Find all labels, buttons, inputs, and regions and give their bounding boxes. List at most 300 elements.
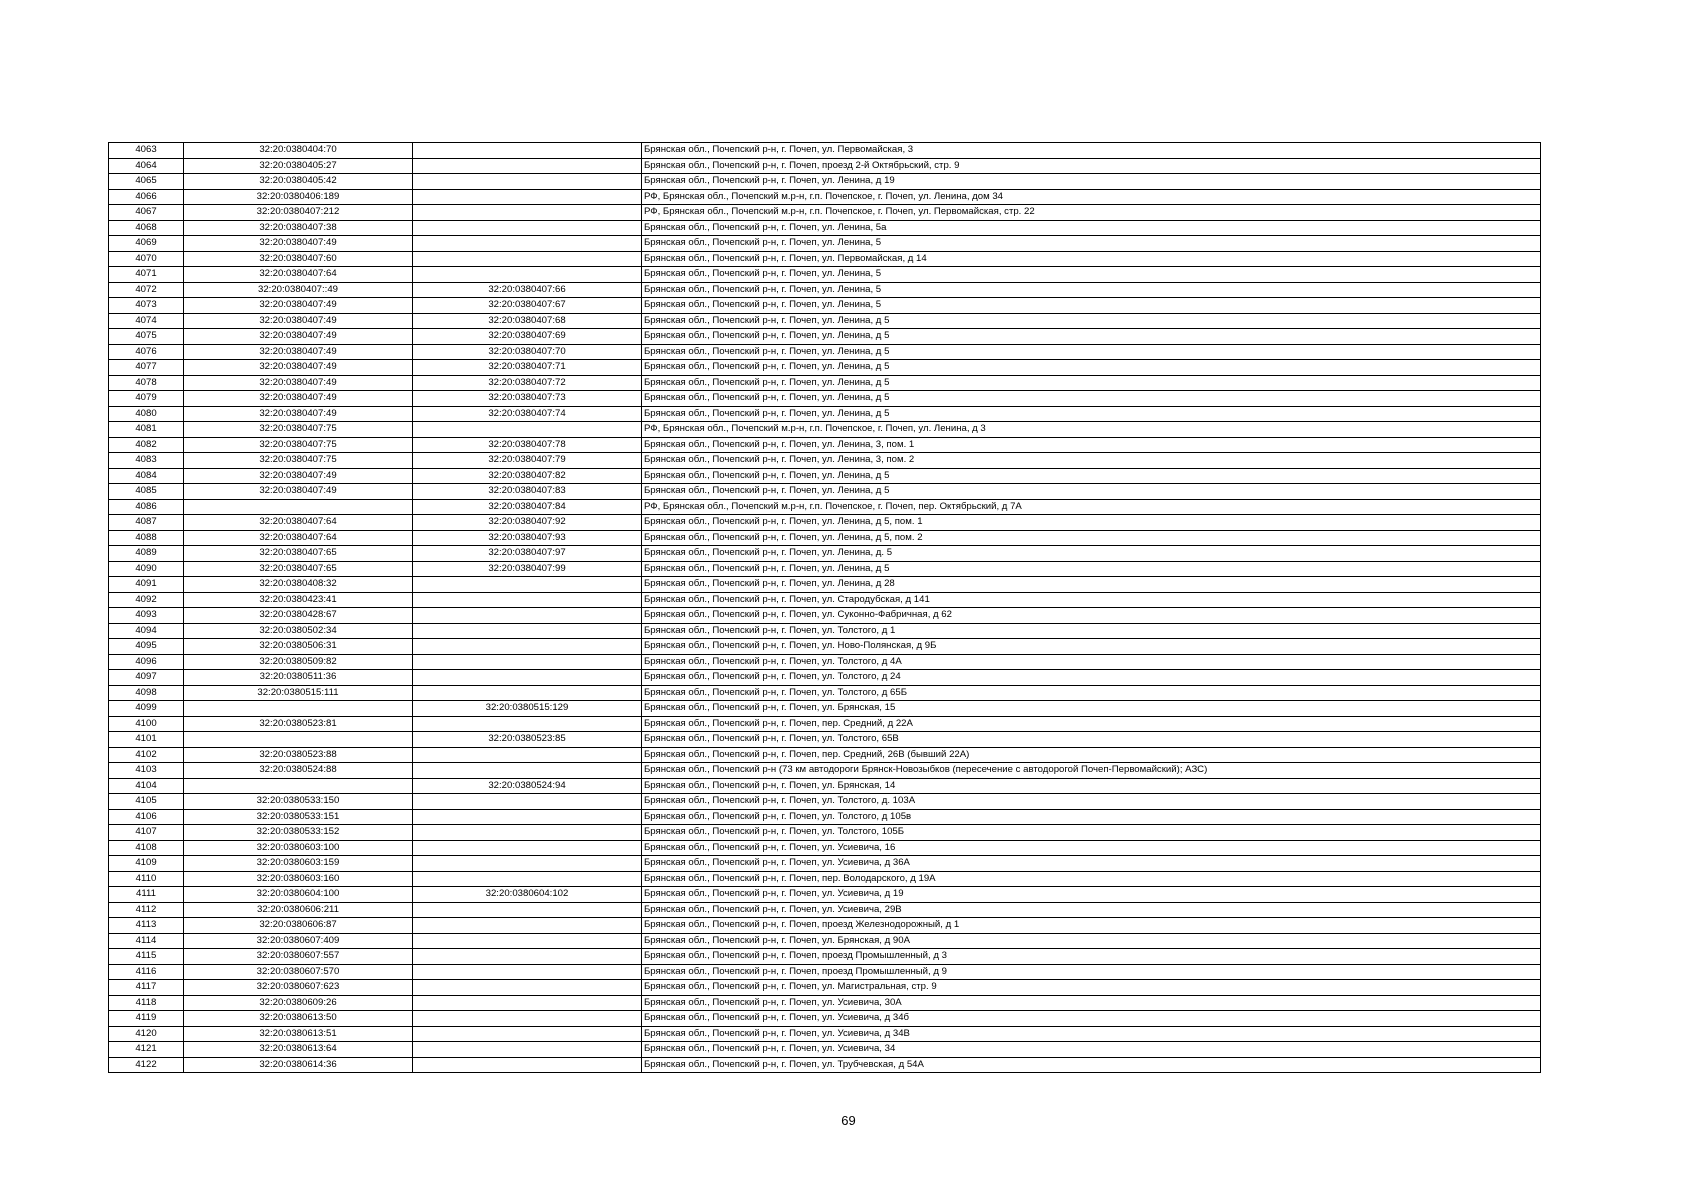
- row-number-cell: 4064: [109, 158, 184, 174]
- included-object-cell: 32:20:0380407:82: [413, 468, 642, 484]
- address-cell: Брянская обл., Почепский р-н, г. Почеп, ул. Толстого, д. 103А: [642, 794, 1541, 810]
- address-cell: Брянская обл., Почепский р-н, г. Почеп, ул. Ленина, д 5, пом. 2: [642, 530, 1541, 546]
- row-number-cell: 4085: [109, 484, 184, 500]
- address-cell: Брянская обл., Почепский р-н, г. Почеп, ул. Усиевича, 30А: [642, 995, 1541, 1011]
- table-row: [109, 670, 1541, 686]
- included-object-cell: 32:20:0380523:85: [413, 732, 642, 748]
- cadastral-number-cell: 32:20:0380406:189: [184, 189, 413, 205]
- address-cell: Брянская обл., Почепский р-н, г. Почеп, ул. Толстого, д 105в: [642, 809, 1541, 825]
- row-number-cell: 4118: [109, 995, 184, 1011]
- address-cell: Брянская обл., Почепский р-н, г. Почеп, проезд Промышленный, д 3: [642, 949, 1541, 965]
- table-row: [109, 577, 1541, 593]
- address-cell: Брянская обл., Почепский р-н, г. Почеп, ул. Ленина, 3, пом. 1: [642, 437, 1541, 453]
- row-number-cell: 4084: [109, 468, 184, 484]
- included-object-cell: 32:20:0380407:67: [413, 298, 642, 314]
- address-cell: Брянская обл., Почепский р-н, г. Почеп, ул. Ленина, д 5: [642, 329, 1541, 345]
- table-row: [109, 794, 1541, 810]
- table-row: [109, 1042, 1541, 1058]
- address-cell: Брянская обл., Почепский р-н, г. Почеп, ул. Толстого, д 24: [642, 670, 1541, 686]
- address-cell: Брянская обл., Почепский р-н, г. Почеп, ул. Ленина, д 5: [642, 406, 1541, 422]
- row-number-cell: 4083: [109, 453, 184, 469]
- cadastral-number-cell: 32:20:0380407:49: [184, 313, 413, 329]
- row-number-cell: 4070: [109, 251, 184, 267]
- row-number-cell: 4116: [109, 964, 184, 980]
- cadastral-number-cell: 32:20:0380405:27: [184, 158, 413, 174]
- cadastral-number-cell: 32:20:0380407::49: [184, 282, 413, 298]
- table-row: [109, 747, 1541, 763]
- included-object-cell: 32:20:0380407:66: [413, 282, 642, 298]
- included-object-cell: 32:20:0380407:84: [413, 499, 642, 515]
- cadastral-number-cell: 32:20:0380502:34: [184, 623, 413, 639]
- address-cell: Брянская обл., Почепский р-н, г. Почеп, ул. Брянская, д 90А: [642, 933, 1541, 949]
- cadastral-number-cell: 32:20:0380603:159: [184, 856, 413, 872]
- row-number-cell: 4089: [109, 546, 184, 562]
- table-row: [109, 840, 1541, 856]
- row-number-cell: 4106: [109, 809, 184, 825]
- table-row: [109, 592, 1541, 608]
- table-row: [109, 189, 1541, 205]
- address-cell: Брянская обл., Почепский р-н, г. Почеп, ул. Магистральная, стр. 9: [642, 980, 1541, 996]
- row-number-cell: 4101: [109, 732, 184, 748]
- address-cell: РФ, Брянская обл., Почепский м.р-н, г.п. Почепское, г. Почеп, ул. Первомайская, стр. 22: [642, 205, 1541, 221]
- cadastral-number-cell: 32:20:0380407:49: [184, 406, 413, 422]
- included-object-cell: 32:20:0380407:99: [413, 561, 642, 577]
- address-cell: Брянская обл., Почепский р-н, г. Почеп, ул. Усиевича, 16: [642, 840, 1541, 856]
- address-cell: Брянская обл., Почепский р-н, г. Почеп, ул. Усиевича, д 34В: [642, 1026, 1541, 1042]
- cadastral-number-cell: [184, 778, 413, 794]
- row-number-cell: 4097: [109, 670, 184, 686]
- included-object-cell: 32:20:0380407:68: [413, 313, 642, 329]
- cadastral-number-cell: 32:20:0380606:87: [184, 918, 413, 934]
- table-row: [109, 313, 1541, 329]
- included-object-cell: [413, 716, 642, 732]
- table-row: [109, 933, 1541, 949]
- included-object-cell: [413, 205, 642, 221]
- table-row: [109, 205, 1541, 221]
- cadastral-number-cell: 32:20:0380533:150: [184, 794, 413, 810]
- address-cell: Брянская обл., Почепский р-н, г. Почеп, пер. Володарского, д 19А: [642, 871, 1541, 887]
- table-row: [109, 561, 1541, 577]
- table-row: [109, 546, 1541, 562]
- row-number-cell: 4090: [109, 561, 184, 577]
- address-cell: Брянская обл., Почепский р-н, г. Почеп, ул. Ленина, д 5: [642, 484, 1541, 500]
- cadastral-number-cell: 32:20:0380407:64: [184, 267, 413, 283]
- table-row: [109, 887, 1541, 903]
- cadastral-number-cell: 32:20:0380524:88: [184, 763, 413, 779]
- page-number: 69: [841, 1113, 856, 1128]
- included-object-cell: 32:20:0380407:83: [413, 484, 642, 500]
- address-cell: Брянская обл., Почепский р-н, г. Почеп, ул. Стародубская, д 141: [642, 592, 1541, 608]
- included-object-cell: [413, 1011, 642, 1027]
- registry-table-body: [109, 143, 1541, 1073]
- address-cell: Брянская обл., Почепский р-н, г. Почеп, ул. Ленина, д 28: [642, 577, 1541, 593]
- address-cell: Брянская обл., Почепский р-н, г. Почеп, ул. Ленина, 5: [642, 282, 1541, 298]
- table-row: [109, 825, 1541, 841]
- row-number-cell: 4071: [109, 267, 184, 283]
- row-number-cell: 4108: [109, 840, 184, 856]
- address-cell: Брянская обл., Почепский р-н, г. Почеп, ул. Толстого, 65В: [642, 732, 1541, 748]
- cadastral-number-cell: 32:20:0380533:152: [184, 825, 413, 841]
- row-number-cell: 4119: [109, 1011, 184, 1027]
- cadastral-number-cell: 32:20:0380407:75: [184, 422, 413, 438]
- included-object-cell: [413, 422, 642, 438]
- included-object-cell: [413, 871, 642, 887]
- cadastral-number-cell: 32:20:0380428:67: [184, 608, 413, 624]
- row-number-cell: 4067: [109, 205, 184, 221]
- address-cell: Брянская обл., Почепский р-н, г. Почеп, ул. Ленина, д 5: [642, 313, 1541, 329]
- address-cell: Брянская обл., Почепский р-н, г. Почеп, ул. Ленина, д 5: [642, 344, 1541, 360]
- row-number-cell: 4082: [109, 437, 184, 453]
- address-cell: Брянская обл., Почепский р-н, г. Почеп, ул. Толстого, д 1: [642, 623, 1541, 639]
- table-row: [109, 949, 1541, 965]
- included-object-cell: [413, 189, 642, 205]
- row-number-cell: 4117: [109, 980, 184, 996]
- included-object-cell: 32:20:0380515:129: [413, 701, 642, 717]
- table-row: [109, 654, 1541, 670]
- table-row: [109, 732, 1541, 748]
- table-row: [109, 391, 1541, 407]
- table-row: [109, 220, 1541, 236]
- table-row: [109, 902, 1541, 918]
- table-row: [109, 778, 1541, 794]
- row-number-cell: 4086: [109, 499, 184, 515]
- included-object-cell: [413, 639, 642, 655]
- table-row: [109, 964, 1541, 980]
- address-cell: Брянская обл., Почепский р-н, г. Почеп, ул. Ленина, 3, пом. 2: [642, 453, 1541, 469]
- table-row: [109, 608, 1541, 624]
- row-number-cell: 4075: [109, 329, 184, 345]
- table-row: [109, 515, 1541, 531]
- cadastral-number-cell: 32:20:0380515:111: [184, 685, 413, 701]
- cadastral-number-cell: 32:20:0380509:82: [184, 654, 413, 670]
- cadastral-number-cell: 32:20:0380407:65: [184, 546, 413, 562]
- cadastral-number-cell: 32:20:0380533:151: [184, 809, 413, 825]
- cadastral-number-cell: 32:20:0380407:64: [184, 515, 413, 531]
- row-number-cell: 4121: [109, 1042, 184, 1058]
- cadastral-number-cell: 32:20:0380609:26: [184, 995, 413, 1011]
- address-cell: Брянская обл., Почепский р-н, г. Почеп, ул. Первомайская, 3: [642, 143, 1541, 159]
- table-row: [109, 406, 1541, 422]
- address-cell: Брянская обл., Почепский р-н, г. Почеп, ул. Ленина, д 5, пом. 1: [642, 515, 1541, 531]
- table-row: [109, 282, 1541, 298]
- cadastral-number-cell: 32:20:0380407:49: [184, 236, 413, 252]
- row-number-cell: 4072: [109, 282, 184, 298]
- row-number-cell: 4111: [109, 887, 184, 903]
- cadastral-number-cell: 32:20:0380606:211: [184, 902, 413, 918]
- cadastral-number-cell: 32:20:0380607:409: [184, 933, 413, 949]
- cadastral-number-cell: 32:20:0380523:88: [184, 747, 413, 763]
- address-cell: Брянская обл., Почепский р-н, г. Почеп, ул. Ленина, 5а: [642, 220, 1541, 236]
- table-row: [109, 251, 1541, 267]
- cadastral-number-cell: 32:20:0380407:49: [184, 468, 413, 484]
- table-row: [109, 639, 1541, 655]
- address-cell: Брянская обл., Почепский р-н, г. Почеп, проезд Железнодорожный, д 1: [642, 918, 1541, 934]
- cadastral-number-cell: 32:20:0380404:70: [184, 143, 413, 159]
- included-object-cell: 32:20:0380604:102: [413, 887, 642, 903]
- cadastral-number-cell: 32:20:0380604:100: [184, 887, 413, 903]
- row-number-cell: 4087: [109, 515, 184, 531]
- table-row: [109, 1026, 1541, 1042]
- row-number-cell: 4113: [109, 918, 184, 934]
- address-cell: Брянская обл., Почепский р-н (73 км автодороги Брянск-Новозыбков (пересечение с автодорогой Почеп-Первомайский); АЗС): [642, 763, 1541, 779]
- table-row: [109, 918, 1541, 934]
- row-number-cell: 4110: [109, 871, 184, 887]
- address-cell: Брянская обл., Почепский р-н, г. Почеп, проезд 2-й Октябрьский, стр. 9: [642, 158, 1541, 174]
- included-object-cell: [413, 918, 642, 934]
- included-object-cell: [413, 856, 642, 872]
- row-number-cell: 4065: [109, 174, 184, 190]
- row-number-cell: 4074: [109, 313, 184, 329]
- included-object-cell: 32:20:0380407:97: [413, 546, 642, 562]
- cadastral-number-cell: 32:20:0380407:60: [184, 251, 413, 267]
- table-row: [109, 871, 1541, 887]
- cadastral-number-cell: 32:20:0380407:49: [184, 298, 413, 314]
- row-number-cell: 4115: [109, 949, 184, 965]
- row-number-cell: 4103: [109, 763, 184, 779]
- included-object-cell: [413, 577, 642, 593]
- cadastral-number-cell: 32:20:0380614:36: [184, 1057, 413, 1073]
- included-object-cell: [413, 809, 642, 825]
- row-number-cell: 4078: [109, 375, 184, 391]
- included-object-cell: 32:20:0380407:78: [413, 437, 642, 453]
- cadastral-number-cell: 32:20:0380407:49: [184, 360, 413, 376]
- address-cell: РФ, Брянская обл., Почепский м.р-н, г.п. Почепское, г. Почеп, пер. Октябрьский, д 7А: [642, 499, 1541, 515]
- included-object-cell: [413, 1042, 642, 1058]
- table-row: [109, 329, 1541, 345]
- table-row: [109, 143, 1541, 159]
- address-cell: Брянская обл., Почепский р-н, г. Почеп, ул. Усиевича, 34: [642, 1042, 1541, 1058]
- table-row: [109, 298, 1541, 314]
- included-object-cell: [413, 902, 642, 918]
- cadastral-number-cell: 32:20:0380407:49: [184, 484, 413, 500]
- address-cell: Брянская обл., Почепский р-н, г. Почеп, ул. Ленина, д 19: [642, 174, 1541, 190]
- row-number-cell: 4063: [109, 143, 184, 159]
- table-row: [109, 763, 1541, 779]
- table-row: [109, 267, 1541, 283]
- row-number-cell: 4066: [109, 189, 184, 205]
- included-object-cell: [413, 623, 642, 639]
- address-cell: Брянская обл., Почепский р-н, г. Почеп, ул. Толстого, 105Б: [642, 825, 1541, 841]
- table-row: [109, 809, 1541, 825]
- row-number-cell: 4094: [109, 623, 184, 639]
- cadastral-number-cell: [184, 499, 413, 515]
- row-number-cell: 4080: [109, 406, 184, 422]
- included-object-cell: 32:20:0380407:72: [413, 375, 642, 391]
- address-cell: Брянская обл., Почепский р-н, г. Почеп, ул. Ленина, д 5: [642, 360, 1541, 376]
- included-object-cell: 32:20:0380407:73: [413, 391, 642, 407]
- included-object-cell: [413, 174, 642, 190]
- cadastral-number-cell: 32:20:0380405:42: [184, 174, 413, 190]
- included-object-cell: [413, 143, 642, 159]
- address-cell: Брянская обл., Почепский р-н, г. Почеп, ул. Ново-Полянская, д 9Б: [642, 639, 1541, 655]
- row-number-cell: 4069: [109, 236, 184, 252]
- table-row: [109, 716, 1541, 732]
- address-cell: Брянская обл., Почепский р-н, г. Почеп, ул. Брянская, 15: [642, 701, 1541, 717]
- address-cell: Брянская обл., Почепский р-н, г. Почеп, ул. Ленина, д 5: [642, 375, 1541, 391]
- address-cell: Брянская обл., Почепский р-н, г. Почеп, пер. Средний, д 22А: [642, 716, 1541, 732]
- included-object-cell: 32:20:0380407:71: [413, 360, 642, 376]
- table-row: [109, 1057, 1541, 1073]
- row-number-cell: 4105: [109, 794, 184, 810]
- included-object-cell: [413, 685, 642, 701]
- cadastral-number-cell: 32:20:0380603:100: [184, 840, 413, 856]
- cadastral-number-cell: 32:20:0380613:51: [184, 1026, 413, 1042]
- cadastral-number-cell: 32:20:0380407:49: [184, 344, 413, 360]
- included-object-cell: [413, 1026, 642, 1042]
- row-number-cell: 4102: [109, 747, 184, 763]
- row-number-cell: 4068: [109, 220, 184, 236]
- address-cell: Брянская обл., Почепский р-н, г. Почеп, ул. Ленина, 5: [642, 267, 1541, 283]
- address-cell: Брянская обл., Почепский р-н, г. Почеп, ул. Брянская, 14: [642, 778, 1541, 794]
- included-object-cell: 32:20:0380407:92: [413, 515, 642, 531]
- address-cell: Брянская обл., Почепский р-н, г. Почеп, ул. Ленина, д 5: [642, 391, 1541, 407]
- included-object-cell: [413, 964, 642, 980]
- address-cell: Брянская обл., Почепский р-н, г. Почеп, ул. Суконно-Фабричная, д 62: [642, 608, 1541, 624]
- cadastral-number-cell: 32:20:0380506:31: [184, 639, 413, 655]
- cadastral-number-cell: 32:20:0380607:557: [184, 949, 413, 965]
- included-object-cell: [413, 949, 642, 965]
- included-object-cell: [413, 747, 642, 763]
- table-row: [109, 468, 1541, 484]
- cadastral-number-cell: 32:20:0380407:49: [184, 391, 413, 407]
- cadastral-number-cell: 32:20:0380607:570: [184, 964, 413, 980]
- cadastral-number-cell: 32:20:0380511:36: [184, 670, 413, 686]
- table-row: [109, 422, 1541, 438]
- address-cell: Брянская обл., Почепский р-н, г. Почеп, ул. Усиевича, д 36А: [642, 856, 1541, 872]
- included-object-cell: 32:20:0380407:93: [413, 530, 642, 546]
- row-number-cell: 4077: [109, 360, 184, 376]
- address-cell: Брянская обл., Почепский р-н, г. Почеп, пер. Средний, 26В (бывший 22А): [642, 747, 1541, 763]
- cadastral-number-cell: 32:20:0380407:212: [184, 205, 413, 221]
- row-number-cell: 4107: [109, 825, 184, 841]
- table-row: [109, 499, 1541, 515]
- table-row: [109, 344, 1541, 360]
- table-row: [109, 530, 1541, 546]
- included-object-cell: [413, 220, 642, 236]
- table-row: [109, 980, 1541, 996]
- cadastral-number-cell: 32:20:0380603:160: [184, 871, 413, 887]
- row-number-cell: 4079: [109, 391, 184, 407]
- address-cell: Брянская обл., Почепский р-н, г. Почеп, ул. Усиевича, д 19: [642, 887, 1541, 903]
- table-row: [109, 623, 1541, 639]
- row-number-cell: 4099: [109, 701, 184, 717]
- included-object-cell: [413, 608, 642, 624]
- row-number-cell: 4114: [109, 933, 184, 949]
- table-row: [109, 158, 1541, 174]
- included-object-cell: 32:20:0380407:79: [413, 453, 642, 469]
- address-cell: Брянская обл., Почепский р-н, г. Почеп, ул. Трубчевская, д 54А: [642, 1057, 1541, 1073]
- included-object-cell: [413, 825, 642, 841]
- included-object-cell: [413, 267, 642, 283]
- row-number-cell: 4088: [109, 530, 184, 546]
- cadastral-number-cell: 32:20:0380607:623: [184, 980, 413, 996]
- cadastral-number-cell: 32:20:0380407:75: [184, 453, 413, 469]
- table-row: [109, 995, 1541, 1011]
- cadastral-number-cell: [184, 701, 413, 717]
- row-number-cell: 4096: [109, 654, 184, 670]
- address-cell: Брянская обл., Почепский р-н, г. Почеп, ул. Толстого, д 4А: [642, 654, 1541, 670]
- row-number-cell: 4098: [109, 685, 184, 701]
- cadastral-number-cell: 32:20:0380407:38: [184, 220, 413, 236]
- address-cell: РФ, Брянская обл., Почепский м.р-н, г.п. Почепское, г. Почеп, ул. Ленина, д 3: [642, 422, 1541, 438]
- cadastral-number-cell: [184, 732, 413, 748]
- included-object-cell: [413, 995, 642, 1011]
- table-row: [109, 437, 1541, 453]
- row-number-cell: 4120: [109, 1026, 184, 1042]
- cadastral-number-cell: 32:20:0380613:64: [184, 1042, 413, 1058]
- included-object-cell: [413, 763, 642, 779]
- table-row: [109, 360, 1541, 376]
- table-row: [109, 236, 1541, 252]
- address-cell: Брянская обл., Почепский р-н, г. Почеп, ул. Первомайская, д 14: [642, 251, 1541, 267]
- cadastral-number-cell: 32:20:0380407:49: [184, 329, 413, 345]
- included-object-cell: [413, 670, 642, 686]
- row-number-cell: 4100: [109, 716, 184, 732]
- address-cell: Брянская обл., Почепский р-н, г. Почеп, ул. Ленина, 5: [642, 298, 1541, 314]
- address-cell: Брянская обл., Почепский р-н, г. Почеп, ул. Усиевича, д 34б: [642, 1011, 1541, 1027]
- included-object-cell: [413, 1057, 642, 1073]
- included-object-cell: [413, 592, 642, 608]
- included-object-cell: 32:20:0380524:94: [413, 778, 642, 794]
- included-object-cell: 32:20:0380407:74: [413, 406, 642, 422]
- address-cell: Брянская обл., Почепский р-н, г. Почеп, ул. Усиевича, 29В: [642, 902, 1541, 918]
- included-object-cell: [413, 236, 642, 252]
- table-row: [109, 856, 1541, 872]
- row-number-cell: 4095: [109, 639, 184, 655]
- cadastral-number-cell: 32:20:0380613:50: [184, 1011, 413, 1027]
- table-row: [109, 685, 1541, 701]
- table-row: [109, 453, 1541, 469]
- included-object-cell: [413, 980, 642, 996]
- table-row: [109, 701, 1541, 717]
- row-number-cell: 4092: [109, 592, 184, 608]
- address-cell: Брянская обл., Почепский р-н, г. Почеп, ул. Ленина, д 5: [642, 468, 1541, 484]
- address-cell: Брянская обл., Почепский р-н, г. Почеп, ул. Ленина, д. 5: [642, 546, 1541, 562]
- row-number-cell: 4076: [109, 344, 184, 360]
- included-object-cell: [413, 840, 642, 856]
- included-object-cell: 32:20:0380407:70: [413, 344, 642, 360]
- address-cell: Брянская обл., Почепский р-н, г. Почеп, ул. Ленина, д 5: [642, 561, 1541, 577]
- cadastral-number-cell: 32:20:0380408:32: [184, 577, 413, 593]
- table-row: [109, 1011, 1541, 1027]
- included-object-cell: 32:20:0380407:69: [413, 329, 642, 345]
- cadastral-number-cell: 32:20:0380407:49: [184, 375, 413, 391]
- included-object-cell: [413, 251, 642, 267]
- row-number-cell: 4104: [109, 778, 184, 794]
- address-cell: Брянская обл., Почепский р-н, г. Почеп, проезд Промышленный, д 9: [642, 964, 1541, 980]
- included-object-cell: [413, 933, 642, 949]
- row-number-cell: 4073: [109, 298, 184, 314]
- cadastral-number-cell: 32:20:0380407:75: [184, 437, 413, 453]
- row-number-cell: 4112: [109, 902, 184, 918]
- cadastral-number-cell: 32:20:0380407:65: [184, 561, 413, 577]
- cadastral-number-cell: 32:20:0380407:64: [184, 530, 413, 546]
- row-number-cell: 4081: [109, 422, 184, 438]
- included-object-cell: [413, 654, 642, 670]
- address-cell: РФ, Брянская обл., Почепский м.р-н, г.п. Почепское, г. Почеп, ул. Ленина, дом 34: [642, 189, 1541, 205]
- included-object-cell: [413, 158, 642, 174]
- cadastral-number-cell: 32:20:0380523:81: [184, 716, 413, 732]
- row-number-cell: 4091: [109, 577, 184, 593]
- cadastral-number-cell: 32:20:0380423:41: [184, 592, 413, 608]
- address-cell: Брянская обл., Почепский р-н, г. Почеп, ул. Толстого, д 65Б: [642, 685, 1541, 701]
- table-row: [109, 375, 1541, 391]
- row-number-cell: 4109: [109, 856, 184, 872]
- table-row: [109, 174, 1541, 190]
- cadastral-registry-table: [108, 142, 1541, 1073]
- row-number-cell: 4093: [109, 608, 184, 624]
- included-object-cell: [413, 794, 642, 810]
